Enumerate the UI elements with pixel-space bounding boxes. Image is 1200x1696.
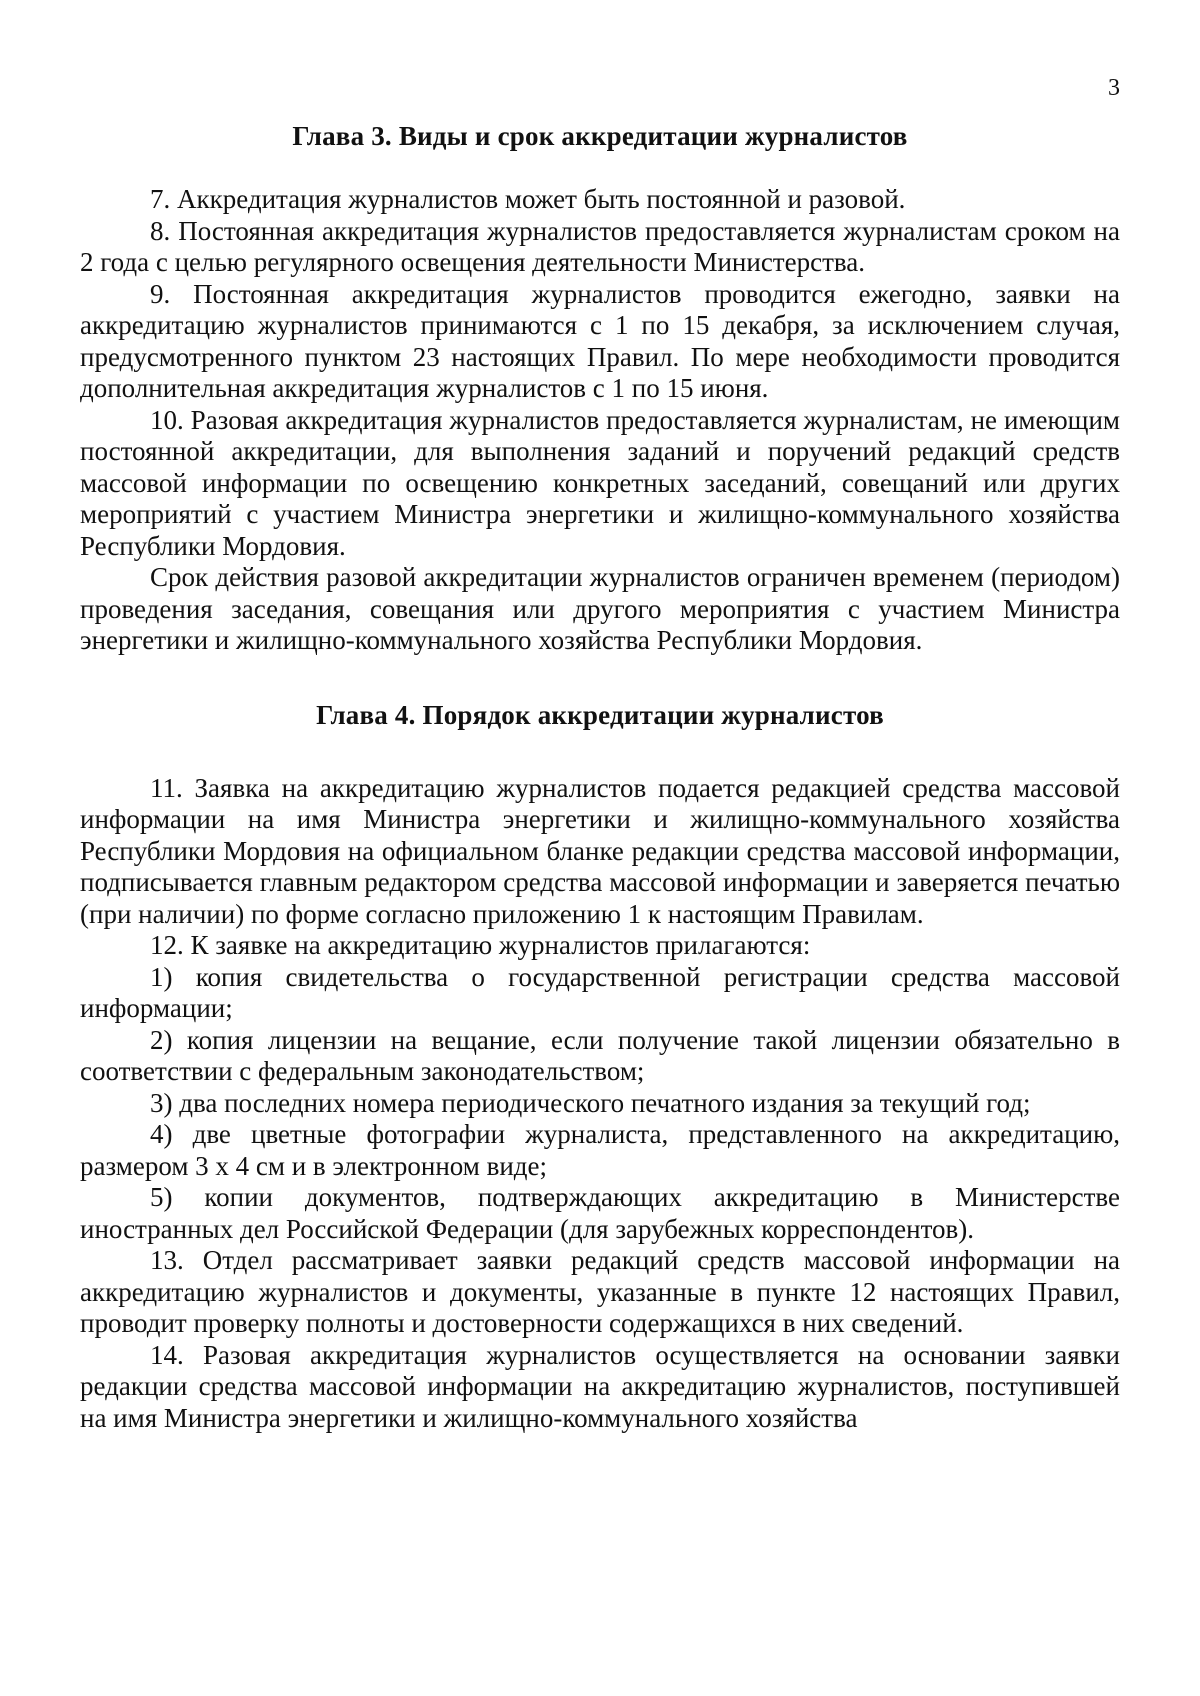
paragraph-9: 9. Постоянная аккредитация журналистов проводится ежегодно, заявки на аккредитацию журналистов принимаются с 1 по 15 декабря, за исключением случая, предусмотренного пунктом 23 настоящих Правил. По мере необходимости проводится дополнительная аккредитация журналистов с 1 по 15 июня. (80, 278, 1120, 403)
paragraph-7: 7. Аккредитация журналистов может быть постоянной и разовой. (150, 184, 906, 214)
list-item-5: 5) копии документов, подтверждающих аккредитацию в Министерстве иностранных дел Российской Федерации (для зарубежных корреспондентов). (80, 1182, 1120, 1244)
list-item-2: 2) копия лицензии на вещание, если получение такой лицензии обязательно в соответствии с федеральным законодательством; (80, 1024, 1120, 1086)
paragraph-10: 10. Разовая аккредитация журналистов предоставляется журналистам, не имеющим постоянной аккредитации, для выполнения заданий и поручений редакций средств массовой информации по освещению конкретных заседаний, совещаний или других мероприятий с участием Министра энергетики и жилищно-коммунального хозяйства Республики Мордовия. (80, 404, 1120, 561)
list-item-1: 1) копия свидетельства о государственной регистрации средства массовой информации; (80, 961, 1120, 1023)
chapter-3-heading: Глава 3. Виды и срок аккредитации журналистов (292, 121, 908, 151)
paragraph-12: 12. К заявке на аккредитацию журналистов прилагаются: (150, 930, 811, 960)
paragraph-14: 14. Разовая аккредитация журналистов осуществляется на основании заявки редакции средства массовой информации на аккредитацию журналистов, поступившей на имя Министра энергетики и жилищно-коммунального хозяйства (80, 1339, 1120, 1433)
document-body (80, 118, 1120, 1434)
paragraph-10-term: Срок действия разовой аккредитации журналистов ограничен временем (периодом) проведения заседания, совещания или другого мероприятия с участием Министра энергетики и жилищно-коммунального хозяйства Республики Мордовия. (80, 562, 1120, 655)
paragraph-11: 11. Заявка на аккредитацию журналистов подается редакцией средства массовой информации на имя Министра энергетики и жилищно-коммунального хозяйства Республики Мордовия на официальном бланке редакции средства массовой информации, подписывается главным редактором средства массовой информации и заверяется печатью (при наличии) по форме согласно приложению 1 к настоящим Правилам. (80, 772, 1120, 929)
paragraph-13: 13. Отдел рассматривает заявки редакций средств массовой информации на аккредитацию журналистов и документы, указанные в пункте 12 настоящих Правил, проводит проверку полноты и достоверности содержащихся в них сведений. (80, 1245, 1120, 1338)
page-number: 3 (1108, 75, 1120, 101)
list-item-3: 3) два последних номера периодического печатного издания за текущий год; (150, 1087, 1031, 1118)
paragraph-8: 8. Постоянная аккредитация журналистов предоставляется журналистам сроком на 2 года с целью регулярного освещения деятельности Министерства. (80, 215, 1120, 277)
list-item-4: 4) две цветные фотографии журналиста, представленного на аккредитацию, размером 3 x 4 см и в электронном виде; (80, 1119, 1120, 1181)
chapter-4-heading: Глава 4. Порядок аккредитации журналистов (316, 699, 884, 730)
